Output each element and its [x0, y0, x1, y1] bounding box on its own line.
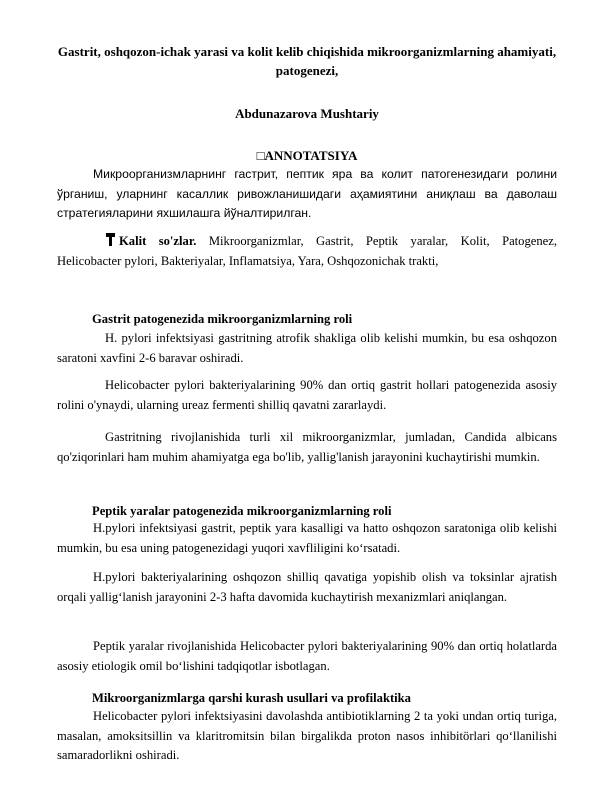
section-1-paragraph-3: Gastritning rivojlanishida turli xil mikroorganizmlar, jumladan, Candida albicans qo'ziqorinlari ham muhim ahamiyatga ega bo'lib, yallig'lanish jarayonini kuchaytirishi mumkin.	[57, 430, 557, 464]
flag-icon	[105, 233, 116, 246]
annotation-heading: □ANNOTATSIYA	[256, 148, 358, 163]
keywords-text: Mikroorganizmlar, Gastrit, Peptik yaralar, Kolit, Patogenez, Helicobacter pylori, Bakteriyalar, Inflamatsiya, Yara, Oshqozonichak trakti,	[57, 234, 557, 268]
section-2-heading: Peptik yaralar patogenezida mikroorganizmlarning roli	[92, 504, 392, 518]
keywords-paragraph	[57, 232, 557, 271]
author-name: Abdunazarova Mushtariy	[235, 106, 379, 121]
section-2-paragraph-1: H.pylori infektsiyasi gastrit, peptik yara kasalligi va hatto oshqozon saratoniga olib kelishi mumkin, bu esa uning patogenezidagi yuqori xavfliligini ko‘rsatadi.	[57, 521, 557, 555]
annotation-text: Микроорганизмларнинг гастрит, пептик яра ва колит патогенезидаги ролини ўрганиш, уларнинг касаллик ривожланишидаги аҳамиятини аниқлаш ва даволаш стратегияларини яхшилашга йўналтирилган.	[57, 167, 557, 221]
section-3-paragraph-1: Helicobacter pylori infektsiyasini davolashda antibiotiklarning 2 ta yoki undan ortiq turiga, masalan, amoksitsillin va klaritromitsin bilan birgalikda proton nasos inhibitörlari qo‘llanilishi samaradorlikni oshiradi.	[57, 709, 557, 763]
section-2-paragraph-2: H.pylori bakteriyalarining oshqozon shilliq qavatiga yopishib olish va toksinlar ajratish orqali yallig‘lanish jarayonini 2-3 hafta davomida kuchaytirish mexanizmlari aniqlangan.	[57, 570, 557, 604]
section-3-heading: Mikroorganizmlarga qarshi kurash usullari va profilaktika	[92, 691, 411, 705]
section-2-paragraph-3: Peptik yaralar rivojlanishida Helicobacter pylori bakteriyalarining 90% dan ortiq holatlarda asosiy etiologik omil bo‘lishini tadqiqotlar isbotlagan.	[57, 639, 557, 673]
section-1-paragraph-1: H. pylori infektsiyasi gastritning atrofik shakliga olib kelishi mumkin, bu esa oshqozon saratoni xavfini 2-6 baravar oshiradi.	[57, 331, 557, 365]
keywords-label: Kalit so'zlar.	[119, 234, 197, 248]
section-1-paragraph-2: Helicobacter pylori bakteriyalarining 90% dan ortiq gastrit hollari patogenezida asosiy rolini o'ynaydi, ularning ureaz fermenti shilliq qavatni zararlaydi.	[57, 378, 557, 412]
annotation-heading-text: ANNOTATSIYA	[264, 148, 358, 163]
paper-title: Gastrit, oshqozon-ichak yarasi va kolit kelib chiqishida mikroorganizmlarning ahamiyati, patogenezi,	[57, 44, 557, 78]
section-1-heading: Gastrit patogenezida mikroorganizmlarning roli	[92, 312, 353, 326]
